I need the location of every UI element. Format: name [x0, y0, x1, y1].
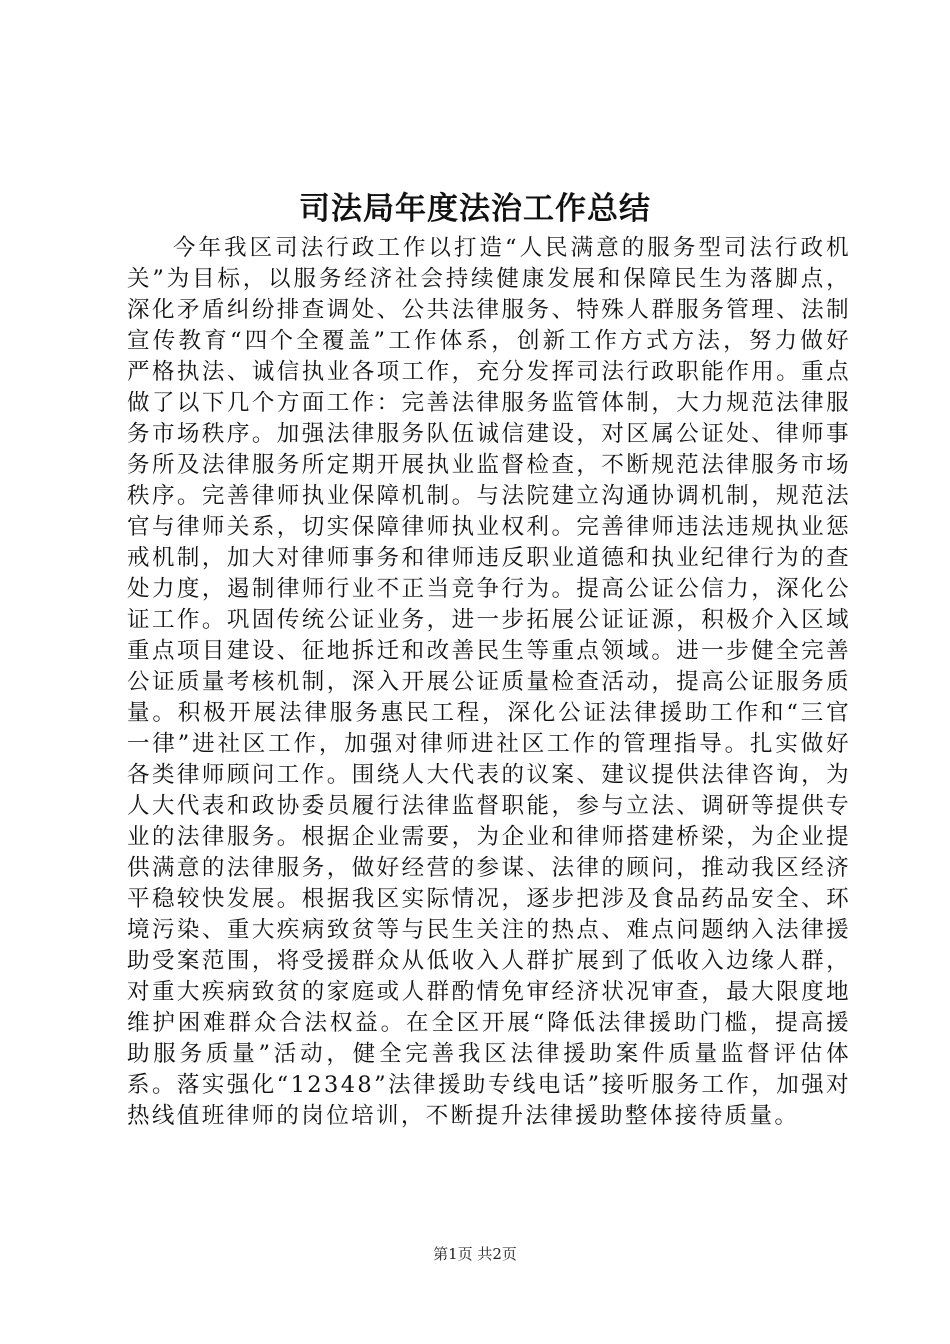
page-number: 第1页 共2页 [433, 1245, 517, 1263]
document-title: 司法局年度法治工作总结 [299, 191, 651, 227]
body-paragraph: 今年我区司法行政工作以打造“人民满意的服务型司法行政机关”为目标，以服务经济社会持续健康发展和保障民生为落脚点，深化矛盾纠纷排查调处、公共法律服务、特殊人群服务管理、法制宣传教育“四个全覆盖”工作体系，创新工作方式方法，努力做好严格执法、诚信执业各项工作，充分发挥司法行政职能作用。重点做了以下几个方面工作：完善法律服务监管体制，大力规范法律服务市场秩序。加强法律服务队伍诚信建设，对区属公证处、律师事务所及法律服务所定期开展执业监督检查，不断规范法律服务市场秩序。完善律师执业保障机制。与法院建立沟通协调机制，规范法官与律师关系，切实保障律师执业权利。完善律师违法违规执业惩戒机制，加大对律师事务和律师违反职业道德和执业纪律行为的查处力度，遏制律师行业不正当竞争行为。提高公证公信力，深化公证工作。巩固传统公证业务，进一步拓展公证证源，积极介入区域重点项目建设、征地拆迁和改善民生等重点领域。进一步健全完善公证质量考核机制，深入开展公证质量检查活动，提高公证服务质量。积极开展法律服务惠民工程，深化公证法律援助工作和“三官一律”进社区工作，加强对律师进社区工作的管理指导。扎实做好各类律师顾问工作。围绕人大代表的议案、建议提供法律咨询，为人大代表和政协委员履行法律监督职能，参与立法、调研等提供专业的法律服务。根据企业需要，为企业和律师搭建桥梁，为企业提供满意的法律服务，做好经营的参谋、法律的顾问，推动我区经济平稳较快发展。根据我区实际情况，逐步把涉及食品药品安全、环境污染、重大疾病致贫等与民生关注的热点、难点问题纳入法律援助受案范围，将受援群众从低收入人群扩展到了低收入边缘人群，对重大疾病致贫的家庭或人群酌情免审经济状况审查，最大限度地维护困难群众合法权益。在全区开展“降低法律援助门槛，提高援助服务质量”活动，健全完善我区法律援助案件质量监督评估体系。落实强化“12348”法律援助专线电话”接听服务工作，加强对热线值班律师的岗位培训，不断提升法律援助整体接待质量。 [127, 235, 851, 1129]
